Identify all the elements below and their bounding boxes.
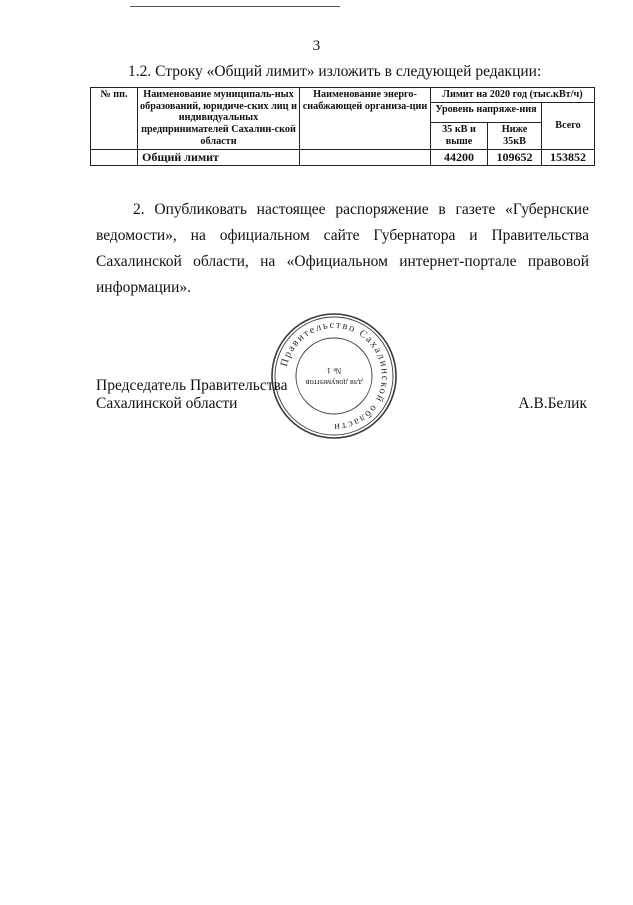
clause-1-2-text: 1.2. Строку «Общий лимит» изложить в следующей редакции: bbox=[128, 63, 542, 80]
header-voltage-level: Уровень напряже-ния bbox=[431, 102, 542, 122]
signatory-position bbox=[96, 377, 288, 413]
official-seal bbox=[270, 312, 398, 440]
signatory-position-line-1: Председатель Правительства bbox=[96, 377, 288, 394]
total-row-below-35kv: 109652 bbox=[488, 149, 542, 166]
total-row-supplier bbox=[300, 149, 431, 166]
header-total: Всего bbox=[542, 102, 595, 149]
header-35kv-and-above: 35 кВ и выше bbox=[431, 123, 488, 149]
table-header-row bbox=[91, 88, 595, 103]
header-supplier: Наименование энерго-снабжающей организа-ции bbox=[300, 88, 431, 150]
seal-ring-text: Правительство Сахалинской области bbox=[278, 319, 391, 433]
seal-center-line-2: № 1 bbox=[326, 366, 342, 376]
limits-table bbox=[90, 87, 595, 166]
signatory-position-line-2: Сахалинской области bbox=[96, 395, 238, 412]
header-num: № пп. bbox=[91, 88, 138, 150]
paragraph-2: 2. Опубликовать настоящее распоряжение в газете «Губернские ведомости», на официальном сайте Губернатора и Правительства Сахалинской области, на «Официальном интернет-портале правовой информации». bbox=[96, 201, 589, 296]
table-row bbox=[91, 149, 595, 166]
total-row-label: Общий лимит bbox=[138, 149, 300, 166]
total-row-num bbox=[91, 149, 138, 166]
header-entity-name: Наименование муниципаль-ных образований, юридиче-ских лиц и индивидуальных предпринимателей Сахалин-ской области bbox=[138, 88, 300, 150]
total-row-total: 153852 bbox=[542, 149, 595, 166]
total-row-35kv: 44200 bbox=[431, 149, 488, 166]
seal-center-line-1: для документов bbox=[305, 378, 363, 388]
signatory-name: А.В.Белик bbox=[518, 395, 587, 412]
top-rule bbox=[130, 6, 340, 7]
header-limit-2020: Лимит на 2020 год (тыс.кВт/ч) bbox=[431, 88, 595, 103]
page-number: 3 bbox=[312, 38, 321, 54]
header-below-35kv: Ниже 35кВ bbox=[488, 123, 542, 149]
